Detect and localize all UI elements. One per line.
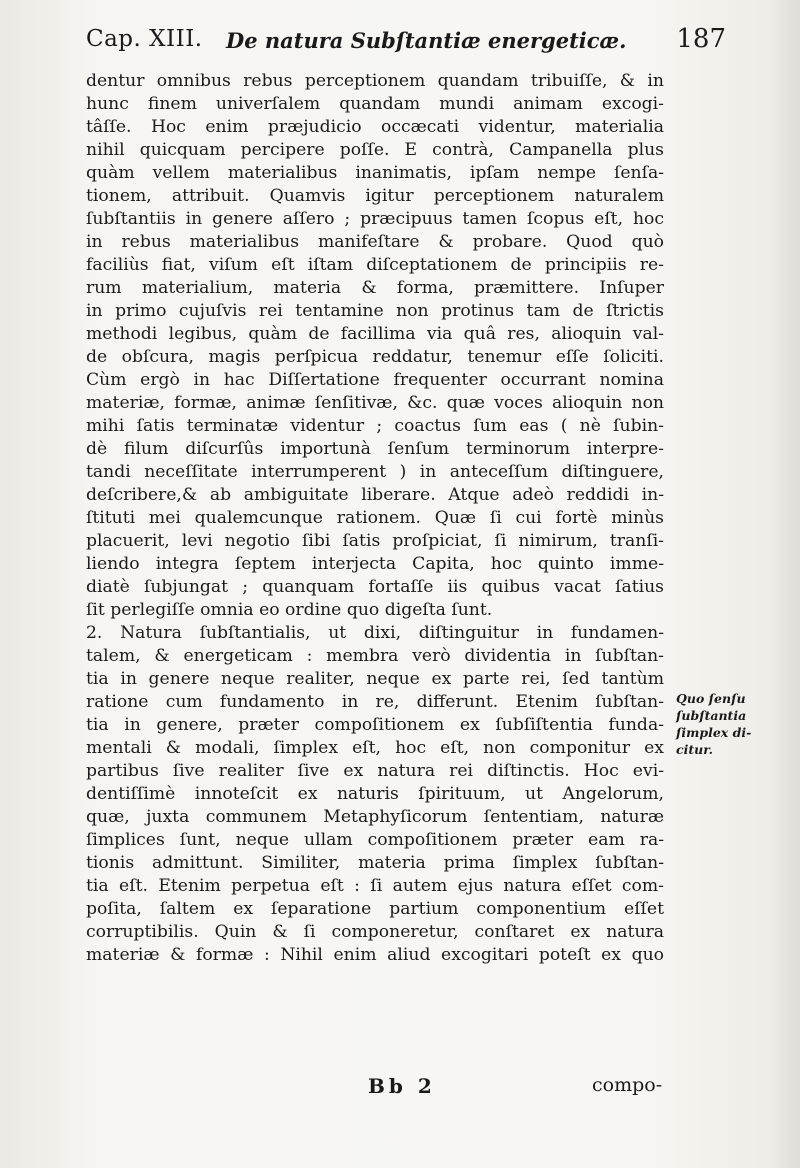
marginal-note-line: citur.	[676, 742, 714, 757]
text-line: tia in genere neque realiter, neque ex parte rei, ſed tantùm	[86, 669, 664, 689]
text-line: de obſcura, magis perſpicua reddatur, tenemur eſſe ſoliciti.	[86, 347, 664, 367]
text-line: tionem, attribuit. Quamvis igitur perceptionem naturalem	[86, 186, 664, 206]
text-line: methodi legibus, quàm de facillima via quâ res, alioquin val-	[86, 324, 664, 344]
text-line: quæ, juxta communem Metaphyſicorum ſententiam, naturæ	[86, 807, 664, 827]
page-number: 187	[676, 24, 726, 54]
text-line: ſimplices ſunt, neque ullam compoſitionem præter eam ra-	[86, 830, 664, 850]
text-line: Cùm ergò in hac Diſſertatione frequenter occurrant nomina	[86, 370, 664, 390]
text-line: partibus ſive realiter ſive ex natura rei diſtinctis. Hoc evi-	[86, 761, 664, 781]
running-title: De natura Subſtantiæ energeticæ.	[226, 28, 627, 53]
catchword: compo-	[592, 1074, 663, 1096]
text-line: rum materialium, materia & forma, præmittere. Inſuper	[86, 278, 664, 298]
text-line: ſit perlegiſſe omnia eo ordine quo digeſta ſunt.	[86, 600, 493, 620]
text-line: dentiſſimè innoteſcit ex naturis ſpirituum, ut Angelorum,	[86, 784, 664, 804]
marginal-note-line: Quo ſenſu	[676, 691, 746, 706]
text-line: faciliùs fiat, viſum eſt iſtam diſceptationem de principiis re-	[86, 255, 664, 275]
body-text	[86, 70, 664, 967]
text-line: corruptibilis. Quin & ſi componeretur, conſtaret ex natura	[86, 922, 664, 942]
text-line: mentali & modali, ſimplex eſt, hoc eſt, non componitur ex	[86, 738, 664, 758]
text-line: poſita, ſaltem ex ſeparatione partium componentium eſſet	[86, 899, 664, 919]
text-line: materiæ & formæ : Nihil enim aliud excogitari poteſt ex quo	[86, 945, 664, 965]
text-line: tandi neceſſitate interrumperent ) in anteceſſum diſtinguere,	[86, 462, 664, 482]
text-line: liendo integra ſeptem interjecta Capita, hoc quinto imme-	[86, 554, 664, 574]
signature-mark: Bb 2	[368, 1074, 436, 1098]
text-line: hunc finem univerſalem quandam mundi animam excogi-	[86, 94, 664, 114]
page-edge-shadow	[770, 0, 800, 1168]
text-line: dè filum diſcurſûs importunà ſenſum terminorum interpre-	[86, 439, 664, 459]
text-line: ratione cum fundamento in re, differunt. Etenim ſubſtan-	[86, 692, 664, 712]
marginal-note-line: ſimplex di-	[676, 725, 752, 740]
text-line: mihi ſatis terminatæ videntur ; coactus ſum eas ( nè ſubin-	[86, 416, 664, 436]
text-line: ſubſtantiis in genere aſſero ; præcipuus tamen ſcopus eſt, hoc	[86, 209, 664, 229]
text-line: tia in genere, præter compoſitionem ex ſubſiſtentia funda-	[86, 715, 664, 735]
text-line: tionis admittunt. Similiter, materia prima ſimplex ſubſtan-	[86, 853, 664, 873]
text-line: nihil quicquam percipere poſſe. E contrà, Campanella plus	[86, 140, 664, 160]
text-line: talem, & energeticam : membra verò dividentia in ſubſtan-	[86, 646, 664, 666]
text-line: 2. Natura ſubſtantialis, ut dixi, diſtinguitur in fundamen-	[86, 623, 664, 643]
text-line: in primo cujuſvis rei tentamine non protinus tam de ſtrictis	[86, 301, 664, 321]
text-line: quàm vellem materialibus inanimatis, ipſam nempe ſenſa-	[86, 163, 664, 183]
marginal-note-line: ſubſtantia	[676, 708, 747, 723]
text-line: in rebus materialibus manifeſtare & probare. Quod quò	[86, 232, 664, 252]
text-line: tia eſt. Etenim perpetua eſt : ſi autem ejus natura eſſet com-	[86, 876, 664, 896]
text-line: diatè ſubjungat ; quanquam fortaſſe iis quibus vacat ſatius	[86, 577, 664, 597]
text-line: tâſſe. Hoc enim præjudicio occæcati videntur, materialia	[86, 117, 664, 137]
chapter-label: Cap. XIII.	[86, 26, 203, 52]
text-line: ſtituti mei qualemcunque rationem. Quæ ſi cui fortè minùs	[86, 508, 664, 528]
text-line: deſcribere,& ab ambiguitate liberare. Atque adeò reddidi in-	[86, 485, 664, 505]
running-header	[86, 22, 726, 62]
text-line: dentur omnibus rebus perceptionem quandam tribuiſſe, & in	[86, 71, 664, 91]
text-line: materiæ, formæ, animæ ſenſitivæ, &c. quæ voces alioquin non	[86, 393, 664, 413]
text-line: placuerit, levi negotio ſibi ſatis proſpiciat, ſi nimirum, tranſi-	[86, 531, 664, 551]
